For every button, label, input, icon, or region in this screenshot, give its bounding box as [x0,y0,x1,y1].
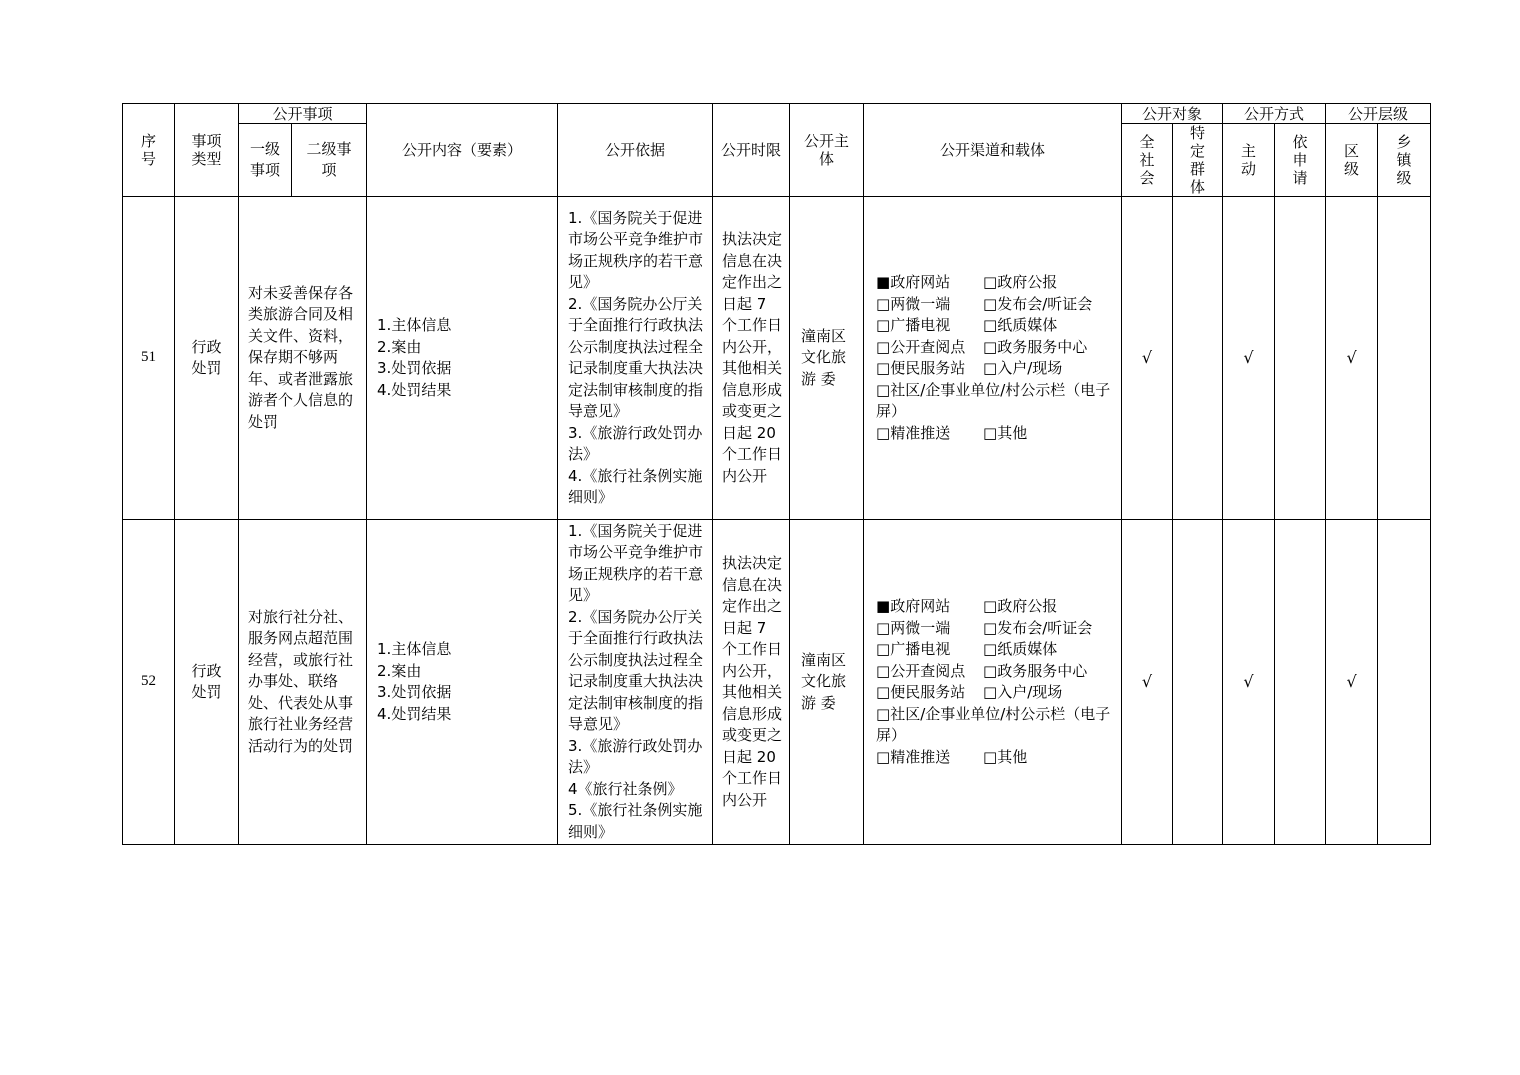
row-basis [558,520,713,845]
basis-item: 5.《旅行社条例实施细则》 [568,801,703,841]
table-row [123,197,1431,520]
content-item: 3.处罚依据 [377,359,452,377]
channel-option: □纸质媒体 [983,640,1058,658]
content-item: 3.处罚依据 [377,683,452,701]
channel-option: □便民服务站 [876,359,966,377]
header-channels: 公开渠道和载体 [864,104,1122,197]
channel-option: □广播电视 [876,640,951,658]
row-seq: 51 [123,197,175,520]
content-item: 2.案由 [377,337,422,356]
header-row-1 [123,104,1431,124]
row-time-limit: 执法决定信息在决定作出之日起 7 个工作日内公开，其他相关信息形成或变更之日起 20 个工作日内公开 [713,520,790,845]
check-method-active: √ [1223,520,1275,845]
channel-option: □政府公报 [983,597,1058,615]
content-item: 2.案由 [377,661,422,680]
header-level-town: 乡镇级 [1378,124,1431,197]
check-level-district: √ [1326,197,1378,520]
channel-option: □精准推送 [876,747,951,766]
row-content [367,520,558,845]
row-type: 行政处罚 [175,197,239,520]
row-matter: 对旅行社分社、服务网点超范围经营，或旅行社办事处、联络处、代表处从事旅行社业务经营活动行为的处罚 [239,520,367,845]
row-channels [864,520,1122,845]
content-item: 4.处罚结果 [377,704,452,723]
header-type: 事项类型 [175,104,239,197]
header-target-group: 公开对象 [1122,104,1223,124]
row-seq: 52 [123,520,175,845]
channel-option: □便民服务站 [876,683,966,701]
channel-option: □其他 [983,747,1028,766]
basis-item: 1.《国务院关于促进市场公平竞争维护市场正规秩序的若干意见》 [568,521,704,605]
header-target-all: 全社会 [1122,124,1173,197]
channel-option: □公开查阅点 [876,661,966,680]
header-subject: 公开主体 [790,104,864,197]
header-level-district: 区级 [1326,124,1378,197]
header-target-specific: 特定群体 [1173,124,1223,197]
channel-option: ■政府网站 [876,273,951,291]
row-content [367,197,558,520]
basis-item: 4.《旅行社条例实施细则》 [568,466,703,506]
channel-option: □发布会/听证会 [983,294,1093,313]
header-basis: 公开依据 [558,104,713,197]
channel-option: □两微一端 [876,294,951,313]
channel-option: ■政府网站 [876,597,951,615]
basis-item: 2.《国务院办公厅关于全面推行行政执法公示制度执法过程全记录制度重大执法决定法制审核制度的指导意见》 [568,607,704,734]
header-seq: 序号 [123,104,175,197]
channel-option: □纸质媒体 [983,316,1058,334]
row-type: 行政处罚 [175,520,239,845]
check-target-all: √ [1122,520,1173,845]
row-matter: 对未妥善保存各类旅游合同及相关文件、资料，保存期不够两年、或者泄露旅游者个人信息的处罚 [239,197,367,520]
channel-option: □广播电视 [876,316,951,334]
header-method-active: 主动 [1223,124,1275,197]
basis-item: 1.《国务院关于促进市场公平竞争维护市场正规秩序的若干意见》 [568,208,704,291]
row-basis [558,197,713,520]
check-level-town [1378,197,1431,520]
check-level-district: √ [1326,520,1378,845]
header-matter-group: 公开事项 [239,104,367,124]
row-time-limit: 执法决定信息在决定作出之日起 7 个工作日内公开，其他相关信息形成或变更之日起 20 个工作日内公开 [713,197,790,520]
disclosure-table [122,103,1431,845]
check-level-town [1378,520,1431,845]
channel-option: □其他 [983,423,1028,442]
header-level-group: 公开层级 [1326,104,1431,124]
table-row [123,520,1431,845]
check-target-all: √ [1122,197,1173,520]
header-content: 公开内容（要素） [367,104,558,197]
check-method-active: √ [1223,197,1275,520]
content-item: 4.处罚结果 [377,380,452,399]
row-channels [864,197,1122,520]
channel-option: □社区/企事业单位/村公示栏（电子屏） [876,380,1111,420]
check-target-specific [1173,520,1223,845]
check-target-specific [1173,197,1223,520]
check-method-apply [1275,197,1326,520]
channel-option: □入户/现场 [983,683,1063,701]
channel-option: □公开查阅点 [876,337,966,356]
header-level2: 二级事项 [292,124,367,197]
channel-option: □入户/现场 [983,359,1063,377]
row-subject: 潼南区文化旅游 委 [790,197,864,520]
channel-option: □精准推送 [876,423,951,442]
header-time-limit: 公开时限 [713,104,790,197]
channel-option: □社区/企事业单位/村公示栏（电子屏） [876,704,1111,744]
header-level1: 一级事项 [239,124,292,197]
row-subject: 潼南区文化旅游 委 [790,520,864,845]
channel-option: □发布会/听证会 [983,618,1093,637]
basis-item: 3.《旅游行政处罚办法》 [568,423,703,463]
basis-item: 3.《旅游行政处罚办法》 [568,736,703,777]
channel-option: □政府公报 [983,273,1058,291]
channel-option: □政务服务中心 [983,661,1088,680]
header-method-apply: 依申请 [1275,124,1326,197]
channel-option: □两微一端 [876,618,951,637]
check-method-apply [1275,520,1326,845]
basis-item: 4《旅行社条例》 [568,779,683,798]
basis-item: 2.《国务院办公厅关于全面推行行政执法公示制度执法过程全记录制度重大执法决定法制审核制度的指导意见》 [568,294,704,420]
content-item: 1.主体信息 [377,640,452,658]
channel-option: □政务服务中心 [983,337,1088,356]
header-method-group: 公开方式 [1223,104,1326,124]
content-item: 1.主体信息 [377,316,452,334]
